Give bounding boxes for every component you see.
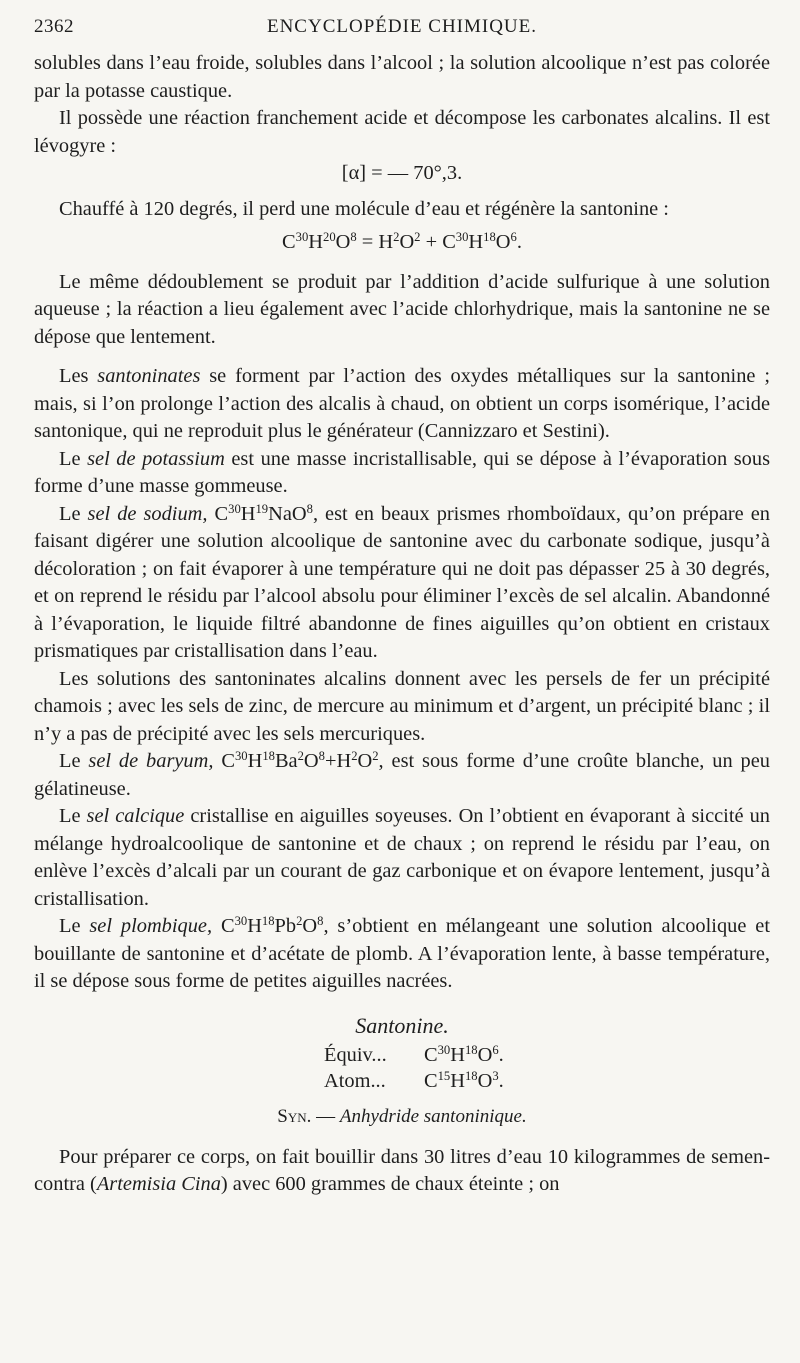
rotation-formula: [α] = — 70°,3.: [341, 162, 463, 184]
running-title: ENCYCLOPÉDIE CHIMIQUE.: [266, 16, 538, 37]
paragraph-baryum: Le sel de baryum, $C^{30}H^{18}Ba^2O^8+H^2O^2$, est sous forme d’une croûte blanche, un peu gélatineuse.: [34, 749, 770, 800]
body-text: [34, 50, 770, 1199]
paragraph-plombique: Le sel plombique, $C^{30}H^{18}Pb^2O^8$, s’obtient en mélangeant une solution alcoolique et bouillante de santonine et d’acétate de plomb. A l’évaporation lente, à basse température, il se dépose sous forme de petites aiguilles nacrées.: [34, 914, 770, 992]
atom-line: Atom... $C^{15}H^{18}O^3$.: [324, 1068, 504, 1092]
synonym-line: Syn. — Anhydride santoninique.: [277, 1105, 527, 1127]
equation-dehydration: $C^{30}H^{20}O^8 = H^2O^2 + C^{30}H^{18}O^6$.: [282, 230, 522, 253]
equiv-line: Équiv... $C^{30}H^{18}O^6$.: [324, 1042, 504, 1066]
paragraph-santoninates: Les santoninates se forment par l’action des oxydes métalliques sur la santonine ; mais, si l’on prolonge l’action des alcalis à chaud, on obtient un corps isomérique, l’acide santonique, qui ne reproduit plus le générateur (Cannizzaro et Sestini).: [34, 365, 770, 442]
paragraph-precipitates: Les solutions des santoninates alcalins donnent avec les persels de fer un précipité chamois ; avec les sels de zinc, de mercure au minimum et d’argent, un précipité blanc ; il n’y a pas de précipité avec les sels mercuriques.: [34, 667, 770, 745]
paragraph-sodium: Le sel de sodium, $C^{30}H^{19}NaO^8$, est en beaux prismes rhomboïdaux, qu’on prépare en faisant digérer une solution alcoolique de santonine avec du carbonate sodique, jusqu’à décoloration ; on fait évaporer à une température qui ne doit pas dépasser 25 à 30 degrés, et on reprend le résidu par l’alcool absolu pour éliminer l’excès de sel alcalin. Abandonné à l’évaporation, le liquide filtré abandonne de fines aiguilles qu’on obtient en cristaux prismatiques par cristallisation dans l’eau.: [34, 501, 770, 662]
paragraph-continued: solubles dans l’eau froide, solubles dans l’alcool ; la solution alcoolique n’est pas colorée par la potasse caustique.: [34, 52, 770, 102]
paragraph-calcique: Le sel calcique cristallise en aiguilles soyeuses. On l’obtient en évaporant à siccité un mélange hydroalcoolique de santonine et de chaux ; on reprend le résidu par l’eau, on enlève l’excès d’alcali par un courant de gaz carbonique et on évapore lentement, jusqu’à cristallisation.: [34, 805, 770, 910]
paragraph-potassium: Le sel de potassium est une masse incristallisable, qui se dépose à l’évaporation sous forme d’une masse gommeuse.: [34, 447, 771, 497]
page-number: 2362: [34, 16, 74, 37]
section-title: Santonine.: [355, 1012, 449, 1038]
page-header: [34, 16, 770, 42]
paragraph-acidity: Il possède une réaction franchement acide et décompose les carbonates alcalins. Il est lévogyre :: [34, 107, 770, 157]
paragraph-dedoublement: Le même dédoublement se produit par l’addition d’acide sulfurique à une solution aqueuse ; la réaction a lieu également avec l’acide chlorhydrique, mais la santonine ne se dépose que lentement.: [34, 270, 770, 348]
paragraph-heating: Chauffé à 120 degrés, il perd une molécule d’eau et régénère la santonine :: [59, 197, 669, 220]
paragraph-preparation: Pour préparer ce corps, on fait bouillir dans 30 litres d’eau 10 kilogrammes de semen-contra (Artemisia Cina) avec 600 grammes de chaux éteinte ; on: [34, 1145, 770, 1195]
